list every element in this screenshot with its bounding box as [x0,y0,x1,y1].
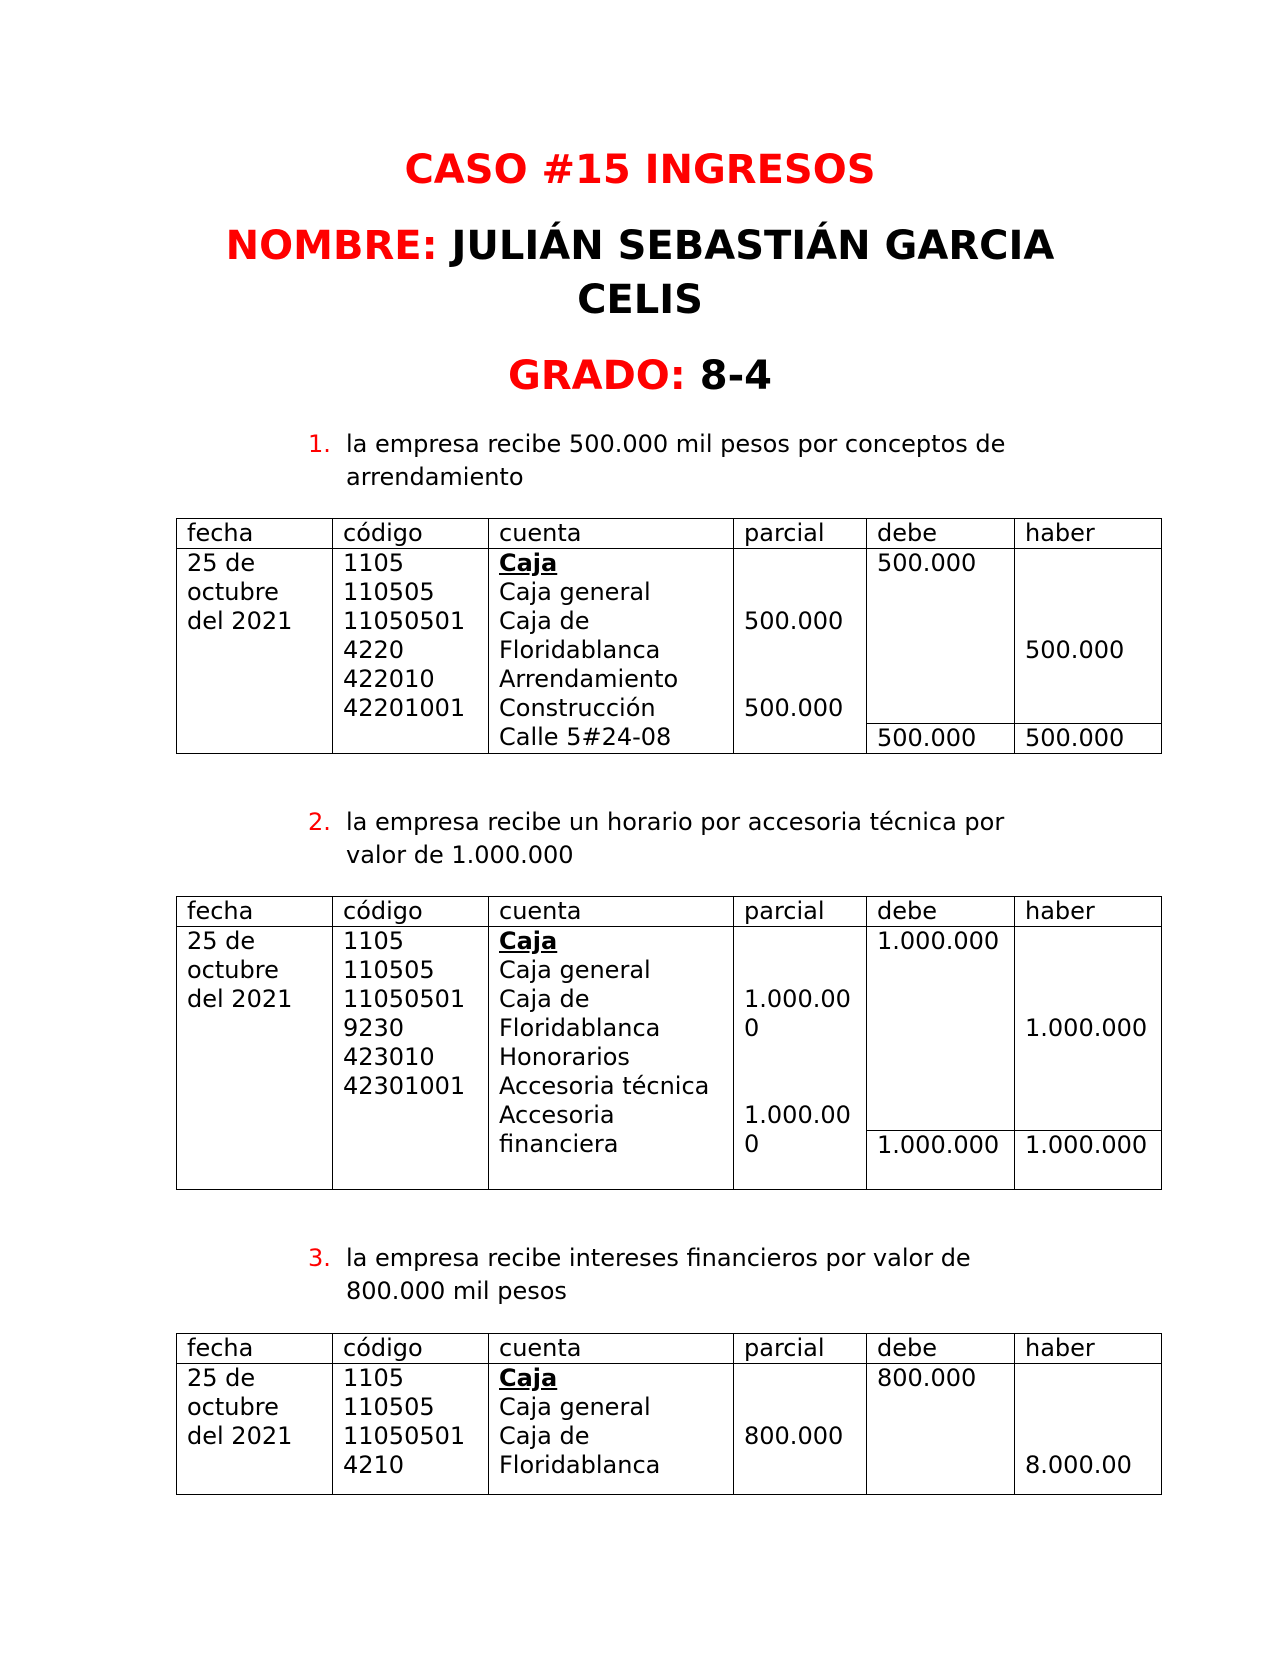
ledger-table-3 [176,1333,1162,1495]
header-fecha: fecha [177,519,333,549]
cuenta-line: Accesoria [499,1101,615,1129]
codigo-cell [333,549,489,754]
haber-cell [1015,1364,1162,1495]
codigo-cell [333,1364,489,1495]
codigo-cell [333,927,489,1190]
header-debe: debe [867,897,1015,927]
case-title: CASO #15 INGRESOS [404,147,876,193]
fecha-cell [177,549,333,754]
debe-value: 800.000 [877,1364,977,1392]
debe-cell [867,549,1015,724]
cuenta-line: Accesoria técnica [499,1072,710,1100]
codigo-line: 422010 [343,665,435,693]
fecha-line: del 2021 [187,985,293,1013]
table-row [177,549,1162,724]
codigo-line: 423010 [343,1043,435,1071]
name-line2: CELIS [577,277,703,323]
parcial-value: 500.000 [744,607,844,635]
cuenta-line: Caja de [499,985,590,1013]
case-2-number: 2. [308,808,331,836]
cuenta-line: Calle 5#24-08 [499,723,672,751]
cuenta-line: Caja general [499,1393,651,1421]
table-header-row [177,519,1162,549]
fecha-line: del 2021 [187,1422,293,1450]
cuenta-line: Caja general [499,578,651,606]
header-haber: haber [1015,1334,1162,1364]
codigo-line: 1105 [343,549,405,577]
table-header-row [177,897,1162,927]
header-cuenta: cuenta [489,1334,734,1364]
parcial-cell [734,927,867,1190]
debe-value: 1.000.000 [877,927,1000,955]
codigo-line: 42201001 [343,694,466,722]
case-1-number: 1. [308,430,331,458]
codigo-line: 42301001 [343,1072,466,1100]
header-fecha: fecha [177,1334,333,1364]
haber-cell [1015,549,1162,724]
total-debe-value: 1.000.000 [877,1131,1000,1159]
header-codigo: código [333,1334,489,1364]
header-parcial: parcial [734,897,867,927]
grade-label: GRADO: [508,353,686,399]
fecha-line: del 2021 [187,607,293,635]
table-row [177,927,1162,1131]
haber-value: 1.000.000 [1025,1014,1148,1042]
cuenta-line: Floridablanca [499,1014,661,1042]
fecha-cell [177,1364,333,1495]
case-2-text: la empresa recibe un horario por accesoria técnica por valor de 1.000.000 [346,808,1005,869]
header-cuenta: cuenta [489,519,734,549]
ledger-table-1 [176,518,1162,754]
cuenta-line: Honorarios [499,1043,630,1071]
fecha-line: octubre [187,1393,279,1421]
haber-cell [1015,927,1162,1131]
codigo-line: 110505 [343,578,435,606]
cuenta-line: Caja [499,927,558,955]
grade-value: 8-4 [699,353,772,399]
grade [0,350,1280,402]
table-header-row [177,1334,1162,1364]
fecha-cell [177,927,333,1190]
cuenta-line: Floridablanca [499,636,661,664]
fecha-line: 25 de [187,1364,256,1392]
header-parcial: parcial [734,1334,867,1364]
debe-value: 500.000 [877,549,977,577]
cuenta-line: Caja general [499,956,651,984]
cuenta-line: Caja de [499,1422,590,1450]
fecha-line: 25 de [187,927,256,955]
header-cuenta: cuenta [489,897,734,927]
header-debe: debe [867,519,1015,549]
codigo-line: 11050501 [343,1422,466,1450]
parcial-cell [734,1364,867,1495]
haber-value: 500.000 [1025,636,1125,664]
cuenta-line: Caja [499,549,558,577]
parcial-value: 500.000 [744,694,844,722]
codigo-line: 4210 [343,1451,405,1479]
table-row [177,1364,1162,1495]
parcial-value: 1.000.000 [744,985,851,1042]
codigo-line: 4220 [343,636,405,664]
parcial-value: 800.000 [744,1422,844,1450]
header-haber: haber [1015,897,1162,927]
codigo-line: 11050501 [343,607,466,635]
case-3-number: 3. [308,1244,331,1272]
cuenta-cell [489,927,734,1190]
name-line1: JULIÁN SEBASTIÁN GARCIA [451,223,1055,269]
codigo-line: 110505 [343,1393,435,1421]
student-name [0,220,1280,272]
header-haber: haber [1015,519,1162,549]
ledger-table-2 [176,896,1162,1190]
haber-value: 8.000.00 [1025,1451,1132,1479]
header-parcial: parcial [734,519,867,549]
debe-cell [867,927,1015,1131]
codigo-line: 11050501 [343,985,466,1013]
case-1-text: la empresa recibe 500.000 mil pesos por conceptos de arrendamiento [346,430,1006,491]
total-haber [1015,1131,1162,1190]
cuenta-line: Caja [499,1364,558,1392]
codigo-line: 110505 [343,956,435,984]
cuenta-cell [489,549,734,754]
header-codigo: código [333,897,489,927]
fecha-line: octubre [187,578,279,606]
total-debe: 500.000 [867,724,1015,754]
total-haber: 500.000 [1015,724,1162,754]
cuenta-cell [489,1364,734,1495]
debe-cell [867,1364,1015,1495]
fecha-line: 25 de [187,549,256,577]
cuenta-line: Floridablanca [499,1451,661,1479]
codigo-line: 1105 [343,1364,405,1392]
fecha-line: octubre [187,956,279,984]
cuenta-line: financiera [499,1130,619,1158]
name-label: NOMBRE: [225,223,438,269]
total-debe [867,1131,1015,1190]
case-3-text: la empresa recibe intereses financieros por valor de 800.000 mil pesos [346,1244,971,1305]
codigo-line: 1105 [343,927,405,955]
cuenta-line: Construcción [499,694,656,722]
total-haber-value: 1.000.000 [1025,1131,1148,1159]
codigo-line: 9230 [343,1014,405,1042]
cuenta-line: Arrendamiento [499,665,679,693]
header-fecha: fecha [177,897,333,927]
header-codigo: código [333,519,489,549]
parcial-value: 1.000.000 [744,1101,851,1158]
header-debe: debe [867,1334,1015,1364]
parcial-cell [734,549,867,754]
cuenta-line: Caja de [499,607,590,635]
